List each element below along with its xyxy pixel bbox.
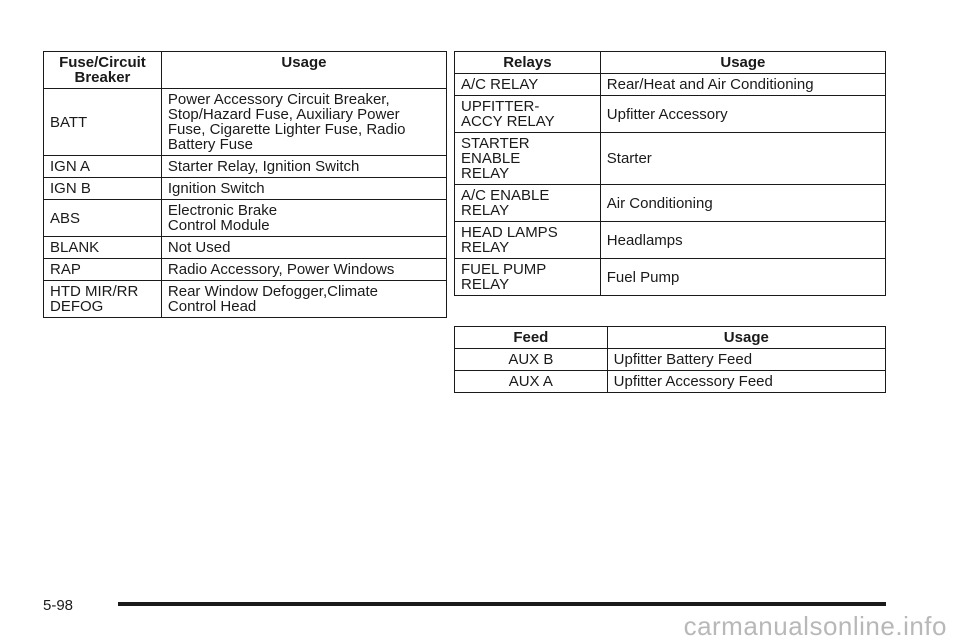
column-header-fuse-circuit-breaker: Fuse/Circuit Breaker (44, 52, 162, 89)
relay-usage-cell: Upfitter Accessory (600, 96, 885, 133)
table-row (44, 259, 447, 281)
relay-name-cell: FUEL PUMP RELAY (455, 259, 601, 296)
fuse-usage-cell: Rear Window Defogger,Climate Control Head (161, 281, 446, 318)
relay-usage-cell: Rear/Heat and Air Conditioning (600, 74, 885, 96)
relay-usage-cell: Starter (600, 133, 885, 185)
table-row (455, 371, 886, 393)
fuse-name-cell: IGN B (44, 178, 162, 200)
column-header-usage: Usage (600, 52, 885, 74)
table-row (455, 74, 886, 96)
table-header-row (455, 52, 886, 74)
relay-usage-cell: Air Conditioning (600, 185, 885, 222)
fuse-name-cell: BLANK (44, 237, 162, 259)
feed-name-cell: AUX B (455, 349, 608, 371)
column-header-usage: Usage (161, 52, 446, 89)
table-row (455, 133, 886, 185)
fuse-usage-cell: Power Accessory Circuit Breaker, Stop/Hazard Fuse, Auxiliary Power Fuse, Cigarette Lighter Fuse, Radio Battery Fuse (161, 89, 446, 156)
footer-divider (118, 602, 886, 606)
feed-usage-cell: Upfitter Accessory Feed (607, 371, 885, 393)
relay-name-cell: A/C RELAY (455, 74, 601, 96)
table-row (44, 281, 447, 318)
table-row (455, 185, 886, 222)
table-row (455, 259, 886, 296)
fuse-name-cell: BATT (44, 89, 162, 156)
page-number: 5-98 (43, 597, 74, 614)
relay-usage-cell: Headlamps (600, 222, 885, 259)
fuse-name-cell: RAP (44, 259, 162, 281)
table-row (44, 156, 447, 178)
column-header-relays: Relays (455, 52, 601, 74)
table-row (44, 237, 447, 259)
watermark: carmanualsonline.info (683, 611, 947, 641)
relay-usage-cell: Fuel Pump (600, 259, 885, 296)
feed-usage-cell: Upfitter Battery Feed (607, 349, 885, 371)
fuse-usage-cell: Not Used (161, 237, 446, 259)
relay-name-cell: UPFITTER- ACCY RELAY (455, 96, 601, 133)
relays-table (454, 51, 886, 296)
table-row (44, 89, 447, 156)
table-row (455, 222, 886, 259)
table-header-row (455, 327, 886, 349)
column-header-feed: Feed (455, 327, 608, 349)
relay-name-cell: A/C ENABLE RELAY (455, 185, 601, 222)
table-row (44, 200, 447, 237)
feed-table (454, 326, 886, 393)
table-row (44, 178, 447, 200)
relay-name-cell: STARTER ENABLE RELAY (455, 133, 601, 185)
fuse-circuit-breaker-table (43, 51, 447, 318)
fuse-usage-cell: Ignition Switch (161, 178, 446, 200)
fuse-usage-cell: Starter Relay, Ignition Switch (161, 156, 446, 178)
fuse-name-cell: HTD MIR/RR DEFOG (44, 281, 162, 318)
fuse-usage-cell: Electronic Brake Control Module (161, 200, 446, 237)
table-header-row (44, 52, 447, 89)
relay-name-cell: HEAD LAMPS RELAY (455, 222, 601, 259)
fuse-name-cell: ABS (44, 200, 162, 237)
table-row (455, 349, 886, 371)
table-row (455, 96, 886, 133)
column-header-usage: Usage (607, 327, 885, 349)
feed-name-cell: AUX A (455, 371, 608, 393)
fuse-usage-cell: Radio Accessory, Power Windows (161, 259, 446, 281)
fuse-name-cell: IGN A (44, 156, 162, 178)
